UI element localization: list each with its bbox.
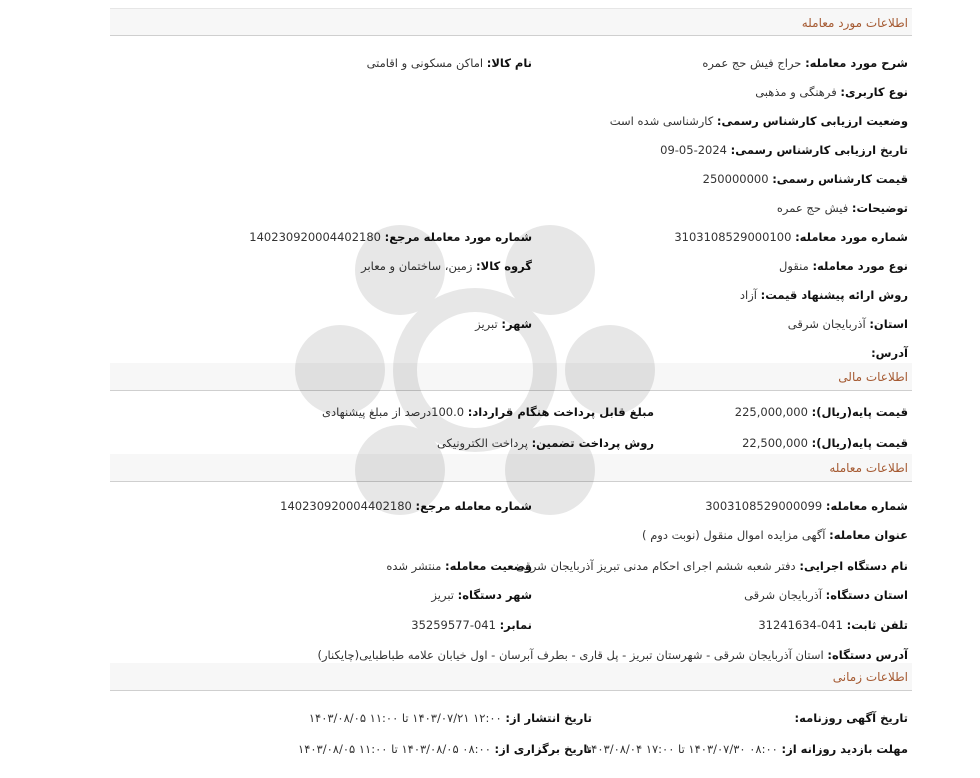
label: نوع مورد معامله: [812, 259, 908, 273]
label: مبلغ قابل پرداخت هنگام قرارداد: [467, 405, 654, 419]
field-phone [758, 618, 908, 632]
label: شماره مورد معامله مرجع: [384, 230, 532, 244]
label: نمابر: [499, 618, 532, 632]
label: نوع کاربری: [840, 85, 908, 99]
field-deal-ref-number [280, 499, 532, 513]
field-address [871, 346, 908, 360]
label: قیمت پایه(ریال): [811, 405, 908, 419]
value: 041-31241634 [758, 618, 843, 632]
field-goods-name [367, 56, 532, 70]
value: فرهنگی و مذهبی [755, 85, 837, 99]
section-title: اطلاعات مورد معامله [801, 16, 908, 30]
field-item-number [674, 230, 908, 244]
value: ۱۲:۰۰ ۱۴۰۳/۰۷/۲۱ تا ۱۱:۰۰ ۱۴۰۳/۰۸/۰۵ [308, 711, 502, 725]
value: ۰۸:۰۰ ۱۴۰۳/۰۷/۳۰ تا ۱۷:۰۰ ۱۴۰۳/۰۸/۰۴ [584, 742, 778, 756]
label: وضعیت ارزیابی کارشناس رسمی: [716, 114, 908, 128]
field-province [788, 317, 908, 331]
label: شرح مورد معامله: [805, 56, 908, 70]
label: نام کالا: [486, 56, 532, 70]
label: آدرس دستگاه: [827, 648, 908, 662]
section-header-timing [110, 663, 912, 691]
section-header-financial [110, 363, 912, 391]
value: 22,500,000 [742, 436, 808, 450]
field-org-city [431, 588, 532, 602]
value: منقول [779, 259, 809, 273]
label: تاریخ ارزیابی کارشناس رسمی: [730, 143, 908, 157]
label: شماره معامله مرجع: [415, 499, 532, 513]
section-title: اطلاعات مالی [838, 370, 908, 384]
value: استان آذربایجان شرقی - شهرستان تبریز - پل قاری - بطرف آبرسان - اول خیابان علامه طباطبایی(چایکنار) [317, 648, 824, 662]
label: شهر دستگاه: [457, 588, 532, 602]
field-eval-status [610, 114, 908, 128]
label: روش ارائه پیشنهاد قیمت: [760, 288, 908, 302]
value: 3103108529000100 [674, 230, 792, 244]
field-subject [702, 56, 908, 70]
field-base-price-2 [742, 436, 908, 450]
value: فیش حج عمره [776, 201, 849, 215]
label: عنوان معامله: [829, 528, 908, 542]
label: استان: [869, 317, 908, 331]
value: آزاد [739, 288, 757, 302]
auction-details-page [110, 8, 912, 778]
field-org-address [317, 648, 908, 662]
field-guarantee-method [437, 436, 654, 450]
field-item-type [779, 259, 908, 273]
value: 140230920004402180 [249, 230, 381, 244]
label: تاریخ برگزاری از: [494, 742, 592, 756]
field-bid-method [740, 288, 908, 302]
field-city [475, 317, 532, 331]
label: شهر: [501, 317, 532, 331]
value: 3003108529000099 [705, 499, 823, 513]
label: قیمت پایه(ریال): [811, 436, 908, 450]
label: گروه کالا: [476, 259, 532, 273]
section-title: اطلاعات زمانی [832, 670, 908, 684]
value: دفتر شعبه ششم اجرای احکام مدنی تبریز آذربایجان شرقی [515, 559, 796, 573]
label: مهلت بازدید روزانه از: [781, 742, 908, 756]
field-visit-deadline [585, 742, 908, 756]
field-holding-date [298, 742, 592, 756]
field-eval-date [660, 143, 908, 157]
value: 225,000,000 [734, 405, 808, 419]
field-usage [755, 85, 908, 99]
field-description [777, 201, 908, 215]
value: 140230920004402180 [280, 499, 412, 513]
value: ۰۸:۰۰ ۱۴۰۳/۰۸/۰۵ تا ۱۱:۰۰ ۱۴۰۳/۰۸/۰۵ [298, 742, 491, 756]
field-payable-amount [322, 405, 654, 419]
label: شماره مورد معامله: [795, 230, 908, 244]
label: وضعیت معامله: [445, 559, 532, 573]
field-deal-status [386, 559, 532, 573]
field-publish-date [309, 711, 592, 725]
value: 041-35259577 [411, 618, 496, 632]
field-expert-price [703, 172, 908, 186]
field-base-price-1 [735, 405, 908, 419]
field-deal-title [642, 528, 908, 542]
value: تبریز [431, 588, 454, 602]
label: تلفن ثابت: [846, 618, 908, 632]
label: شماره معامله: [825, 499, 908, 513]
field-goods-group [361, 259, 532, 273]
section-header-deal [110, 454, 912, 482]
section-header-item-info [110, 8, 912, 36]
label: نام دستگاه اجرایی: [799, 559, 908, 573]
value: منتشر شده [386, 559, 442, 573]
label: تاریخ آگهی روزنامه: [794, 711, 908, 725]
value: 100.0درصد از مبلغ پیشنهادی [322, 405, 465, 419]
value: آذربایجان شرقی [744, 588, 822, 602]
value: تبریز [475, 317, 498, 331]
value: پرداخت الکترونیکی [436, 436, 528, 450]
label: توضیحات: [851, 201, 908, 215]
value: آذربایجان شرقی [787, 317, 866, 331]
field-item-ref-number [249, 230, 532, 244]
value: کارشناسی شده است [609, 114, 714, 128]
value: آگهی مزایده اموال منقول (نوبت دوم ) [642, 528, 826, 542]
field-executive-org [516, 559, 908, 573]
value: حراج فیش حج عمره [702, 56, 802, 70]
section-title: اطلاعات معامله [829, 461, 908, 475]
label: آدرس: [871, 346, 908, 360]
label: قیمت کارشناس رسمی: [772, 172, 908, 186]
field-fax [411, 618, 532, 632]
field-deal-number [705, 499, 908, 513]
label: تاریخ انتشار از: [505, 711, 592, 725]
value: 250000000 [702, 172, 769, 186]
value: زمین، ساختمان و معابر [361, 259, 473, 273]
label: استان دستگاه: [825, 588, 908, 602]
value: 2024-05-09 [660, 143, 727, 157]
label: روش پرداخت تضمین: [531, 436, 654, 450]
value: اماکن مسکونی و اقامتی [366, 56, 484, 70]
field-org-province [744, 588, 908, 602]
field-newspaper-date [795, 711, 908, 725]
